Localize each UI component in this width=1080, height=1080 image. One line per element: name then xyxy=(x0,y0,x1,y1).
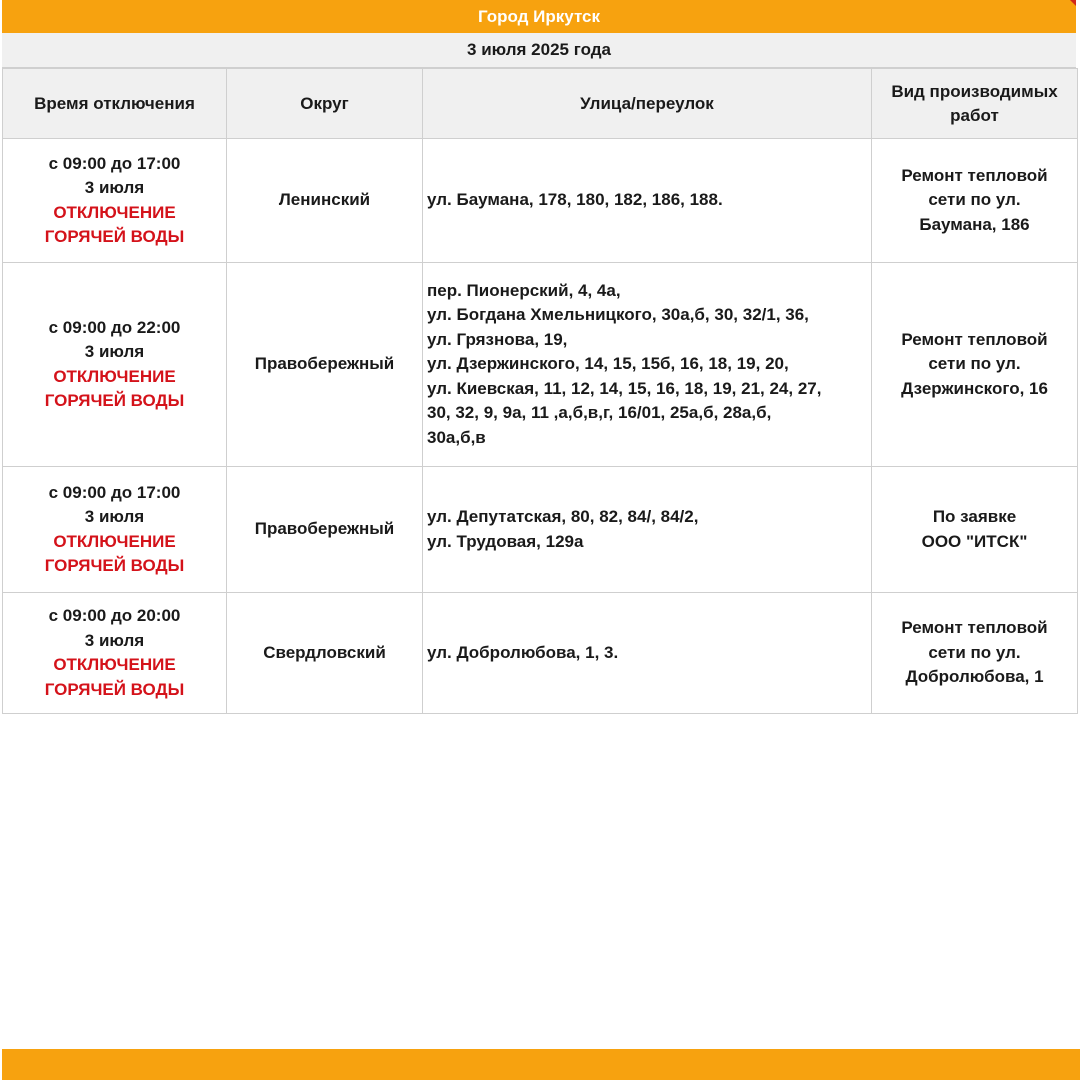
outage-notice: ГОРЯЧЕЙ ВОДЫ xyxy=(44,391,185,410)
work-line: Добролюбова, 1 xyxy=(905,667,1044,687)
work-line: сети по ул. xyxy=(928,354,1021,374)
column-header-work xyxy=(872,69,1078,139)
district-cell: Свердловский xyxy=(227,593,423,714)
street-line: ул. Киевская, 11, 12, 14, 15, 16, 18, 19, 21, 24, 27, xyxy=(427,378,822,398)
time-day: 3 июля xyxy=(84,507,145,526)
work-cell xyxy=(872,263,1078,467)
column-header-district: Округ xyxy=(227,69,423,139)
table-row xyxy=(3,263,1078,467)
work-cell xyxy=(872,467,1078,593)
column-header-street: Улица/переулок xyxy=(423,69,872,139)
table-row xyxy=(3,139,1078,263)
work-line: Ремонт тепловой xyxy=(901,329,1048,349)
street-line: ул. Богдана Хмельницкого, 30а,б, 30, 32/1, 36, xyxy=(427,305,809,325)
street-line: ул. Баумана, 178, 180, 182, 186, 188. xyxy=(427,190,723,210)
work-cell xyxy=(872,139,1078,263)
district-cell: Ленинский xyxy=(227,139,423,263)
column-header-work-line: Вид производимых xyxy=(891,81,1058,101)
outage-notice: ОТКЛЮЧЕНИЕ xyxy=(53,655,176,674)
column-header-work-line: работ xyxy=(950,105,999,125)
work-line: сети по ул. xyxy=(928,642,1021,662)
table-row xyxy=(3,593,1078,714)
bottom-accent-bar xyxy=(2,1049,1080,1080)
street-cell xyxy=(423,593,872,714)
time-day: 3 июля xyxy=(84,178,145,197)
table-row xyxy=(3,467,1078,593)
street-line: 30а,б,в xyxy=(427,427,486,447)
time-cell xyxy=(3,467,227,593)
time-range: с 09:00 до 17:00 xyxy=(48,482,181,502)
corner-accent xyxy=(1070,0,1076,6)
outage-table xyxy=(2,68,1078,714)
work-line: Ремонт тепловой xyxy=(901,618,1048,638)
time-day: 3 июля xyxy=(84,630,145,650)
time-day: 3 июля xyxy=(84,342,145,361)
district-cell: Правобережный xyxy=(227,467,423,593)
street-cell xyxy=(423,139,872,263)
street-line: ул. Депутатская, 80, 82, 84/, 84/2, xyxy=(427,507,699,526)
outage-notice: ГОРЯЧЕЙ ВОДЫ xyxy=(44,679,185,699)
city-title-bar xyxy=(2,0,1076,33)
street-line: ул. Грязнова, 19, xyxy=(427,329,568,349)
street-line: ул. Добролюбова, 1, 3. xyxy=(427,642,619,662)
date-bar xyxy=(2,33,1076,68)
street-cell xyxy=(423,263,872,467)
street-cell xyxy=(423,467,872,593)
date-title: 3 июля 2025 года xyxy=(467,40,611,59)
work-line: Ремонт тепловой xyxy=(901,165,1048,185)
table-header-row xyxy=(3,69,1078,139)
outage-notice: ОТКЛЮЧЕНИЕ xyxy=(53,531,176,551)
time-cell xyxy=(3,139,227,263)
time-cell xyxy=(3,593,227,714)
street-line: пер. Пионерский, 4, 4а, xyxy=(427,280,621,300)
outage-notice: ОТКЛЮЧЕНИЕ xyxy=(53,366,176,386)
work-line: Дзержинского, 16 xyxy=(901,378,1048,398)
outage-notice: ГОРЯЧЕЙ ВОДЫ xyxy=(44,227,185,246)
work-line: сети по ул. xyxy=(928,190,1021,210)
time-range: с 09:00 до 22:00 xyxy=(48,317,181,337)
time-range: с 09:00 до 20:00 xyxy=(48,606,181,625)
outage-notice: ГОРЯЧЕЙ ВОДЫ xyxy=(44,556,185,575)
time-range: с 09:00 до 17:00 xyxy=(48,153,181,173)
city-title: Город Иркутск xyxy=(477,6,601,26)
work-line: По заявке xyxy=(932,507,1017,526)
time-cell xyxy=(3,263,227,467)
column-header-time: Время отключения xyxy=(3,69,227,139)
outage-notice: ОТКЛЮЧЕНИЕ xyxy=(53,202,176,222)
street-line: ул. Трудовая, 129а xyxy=(427,531,584,551)
district-cell: Правобережный xyxy=(227,263,423,467)
street-line: ул. Дзержинского, 14, 15, 15б, 16, 18, 19, 20, xyxy=(427,354,789,374)
work-line: ООО "ИТСК" xyxy=(921,531,1028,551)
work-cell xyxy=(872,593,1078,714)
work-line: Баумана, 186 xyxy=(919,214,1030,234)
street-line: 30, 32, 9, 9а, 11 ,а,б,в,г, 16/01, 25а,б, 28а,б, xyxy=(427,403,772,423)
